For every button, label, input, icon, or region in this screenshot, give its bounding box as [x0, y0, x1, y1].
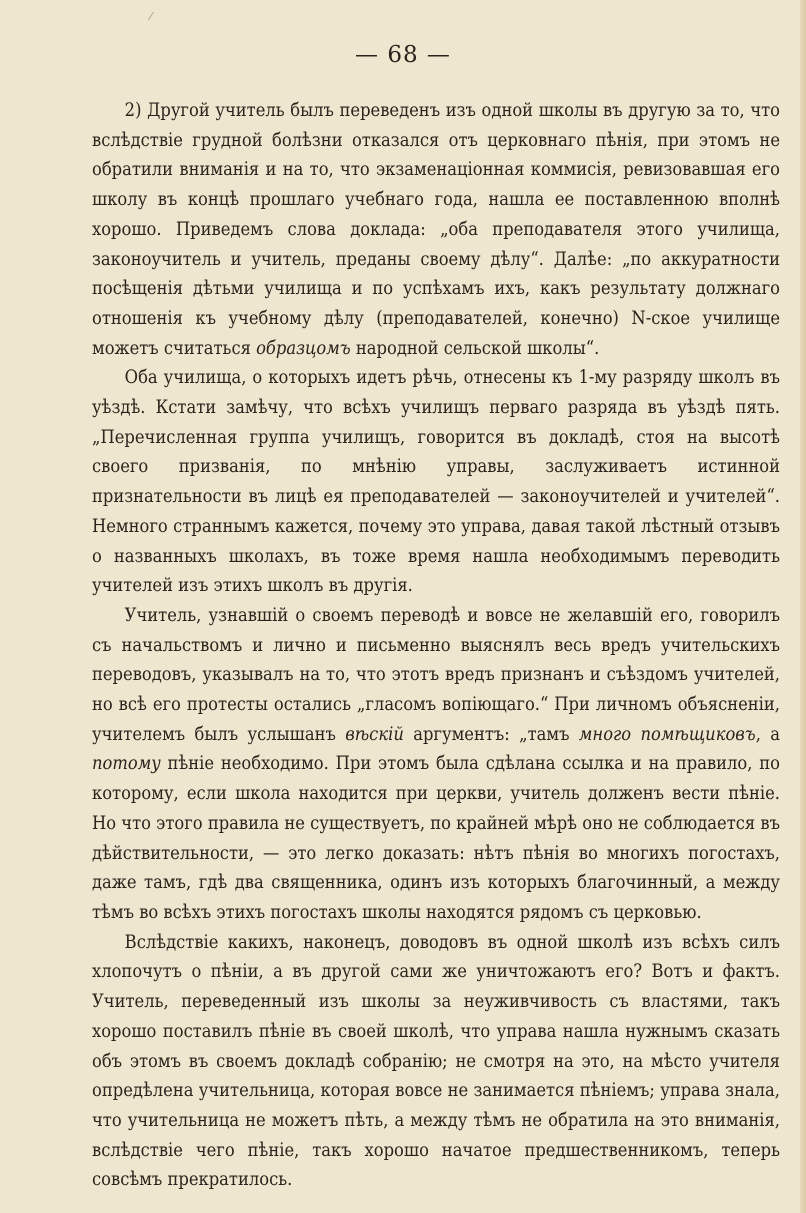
italic-emphasis: потому	[92, 752, 161, 775]
body-text	[92, 96, 781, 1195]
text-segment: Учитель, узнавшій о своемъ переводѣ и вовсе не желавшій его, говорилъ съ начальствомъ и лично и письменно выяснялъ весь вредъ учительскихъ переводовъ, указывалъ на то, что этотъ вредъ признанъ и съѣздомъ учителей, но всѣ его протесты остались „гласомъ вопіющаго.“ При личномъ объясненіи, учителемъ былъ услышанъ	[92, 603, 781, 745]
text-segment: аргументъ: „тамъ	[403, 722, 579, 745]
italic-emphasis: вѣскій	[345, 722, 404, 745]
paragraph	[92, 363, 780, 601]
italic-emphasis: много помѣщиковъ	[578, 722, 756, 745]
page-edge-shadow	[800, 0, 806, 1213]
text-segment: Вслѣдствіе какихъ, наконецъ, доводовъ въ одной школѣ изъ всѣхъ силъ хлопочутъ о пѣніи, а въ другой сами же уничтожаютъ его? Вотъ и фактъ. Учитель, переведенный изъ школы за неуживчивость съ властями, такъ хорошо поставилъ пѣніе въ своей школѣ, что управа нашла нужнымъ сказать объ этомъ въ своемъ докладѣ собранію; не смотря на это, на мѣсто учителя опредѣлена учительница, которая вовсе не занимается пѣніемъ; управа знала, что учительница не можетъ пѣть, а между тѣмъ не обратила на это вниманія, вслѣдствіе чего пѣніе, такъ хорошо начатое предшественникомъ, теперь совсѣмъ прекратилось.	[92, 930, 781, 1191]
paragraph	[92, 96, 780, 363]
text-segment: 2) Другой учитель былъ переведенъ изъ одной школы въ другую за то, что вслѣдствіе грудной болѣзни отказался отъ церковнаго пѣнія, при этомъ не обратили вниманія и на то, что экзаменаціонная коммисія, ревизовавшая его школу въ концѣ прошлаго учебнаго года, нашла ее поставленною вполнѣ хорошо. Приведемъ слова доклада: „оба преподавателя этого училища, законоучитель и учитель, преданы своему дѣлу“. Далѣе: „по аккуратности посѣщенія дѣтьми училища и по успѣхамъ ихъ, какъ результату должнаго отношенія къ учебному дѣлу (преподавателей, конечно) N-ское училище можетъ считаться	[92, 99, 781, 359]
paragraph	[92, 928, 780, 1195]
paragraph	[92, 601, 780, 928]
italic-emphasis: образцомъ	[256, 336, 351, 359]
text-segment: , а	[755, 722, 780, 745]
page-number: — 68 —	[355, 42, 451, 68]
pencil-mark-decoration: ⁄	[150, 10, 152, 23]
text-container	[92, 96, 780, 1195]
text-segment: пѣніе необходимо. При этомъ была сдѣлана ссылка и на правило, по которому, если школа находится при церкви, учитель долженъ вести пѣніе. Но что этого правила не существуетъ, по крайней мѣрѣ оно не соблюдается въ дѣйствительности, — это легко доказать: нѣтъ пѣнія во многихъ погостахъ, даже тамъ, гдѣ два священника, одинъ изъ которыхъ благочинный, а между тѣмъ во всѣхъ этихъ погостахъ школы находятся рядомъ съ церковью.	[92, 752, 781, 923]
text-segment: народной сельской школы“.	[350, 336, 600, 359]
text-segment: Оба училища, о которыхъ идетъ рѣчь, отнесены къ 1-му разряду школъ въ уѣздѣ. Кстати замѣчу, что всѣхъ училищъ перваго разряда въ уѣздѣ пять. „Перечисленная группа училищъ, говорится въ докладѣ, стоя на высотѣ своего призванія, по мнѣнію управы, заслуживаетъ истинной признательности въ лицѣ ея преподавателей — законоучителей и учителей“. Немного страннымъ кажется, почему это управа, давая такой лѣстный отзывъ о названныхъ школахъ, въ тоже время нашла необходимымъ переводить учителей изъ этихъ школъ въ другія.	[92, 366, 781, 597]
